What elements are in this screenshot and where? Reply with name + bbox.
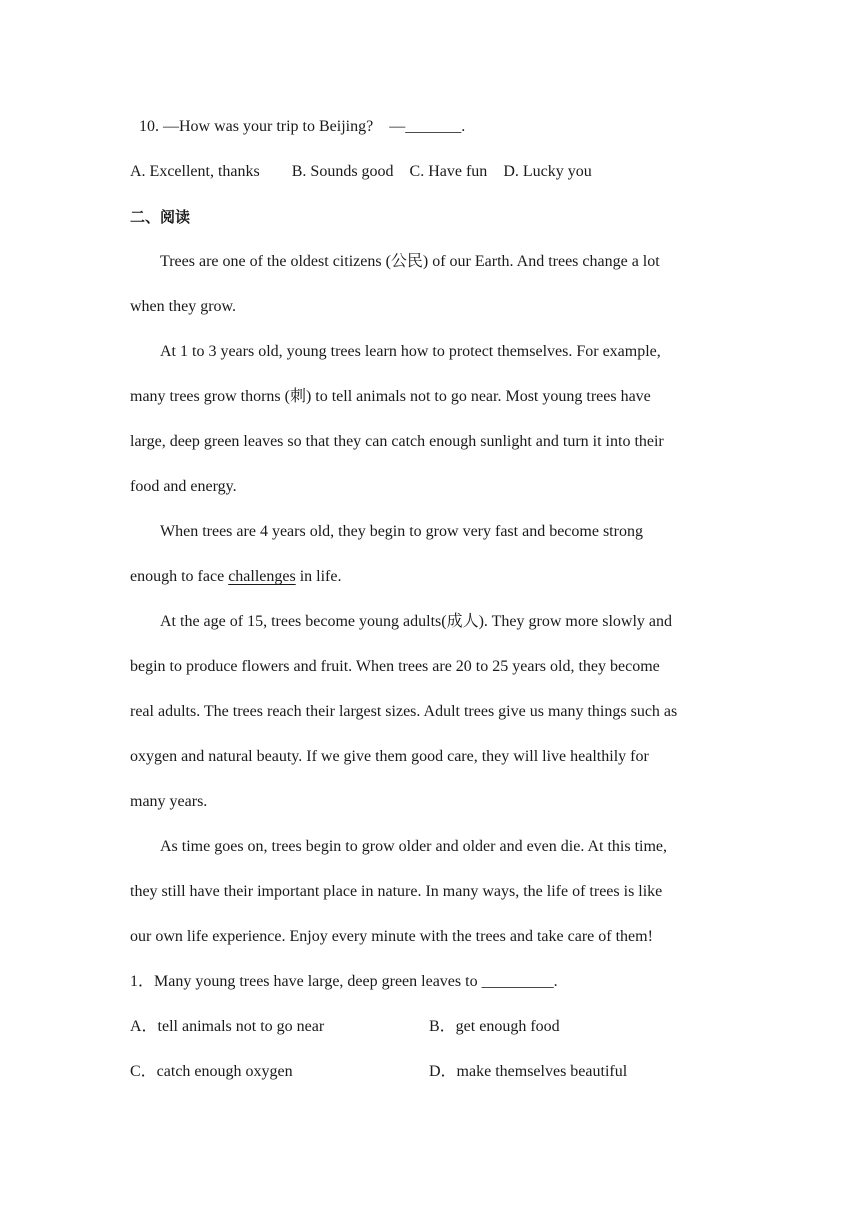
passage-line: they still have their important place in nature. In many ways, the life of trees is like <box>130 883 663 900</box>
passage-line: At 1 to 3 years old, young trees learn how to protect themselves. For example, <box>160 343 661 360</box>
section-title: 二、阅读 <box>130 208 191 226</box>
q10-option-c: C. Have fun <box>409 163 488 180</box>
passage-text: enough to face <box>130 568 229 585</box>
q10-option-a: A. Excellent, thanks <box>130 163 260 180</box>
passage-line: Trees are one of the oldest citizens (公民) of our Earth. And trees change a lot <box>160 253 660 270</box>
q1-option-c: C．catch enough oxygen <box>130 1063 293 1080</box>
underlined-word: challenges <box>228 568 296 585</box>
question-10-options <box>130 162 592 182</box>
q1-option-d: D．make themselves beautiful <box>429 1063 628 1080</box>
question-10-stem: 10. —How was your trip to Beijing? —_______. <box>139 118 466 135</box>
passage-line: many years. <box>130 793 208 810</box>
q10-option-d: D. Lucky you <box>503 163 592 180</box>
passage-line: At the age of 15, trees become young adults(成人). They grow more slowly and <box>160 613 673 630</box>
passage-line: many trees grow thorns (刺) to tell animals not to go near. Most young trees have <box>130 388 651 405</box>
passage-line: When trees are 4 years old, they begin to grow very fast and become strong <box>160 523 643 540</box>
passage-line: our own life experience. Enjoy every minute with the trees and take care of them! <box>130 928 653 945</box>
passage-line: real adults. The trees reach their largest sizes. Adult trees give us many things such as <box>130 703 678 720</box>
passage-line: As time goes on, trees begin to grow older and older and even die. At this time, <box>160 838 667 855</box>
passage-line <box>130 567 341 587</box>
q1-option-a: A．tell animals not to go near <box>130 1018 325 1035</box>
q1-option-b: B．get enough food <box>429 1018 560 1035</box>
passage-line: oxygen and natural beauty. If we give them good care, they will live healthily for <box>130 748 649 765</box>
passage-line: begin to produce flowers and fruit. When trees are 20 to 25 years old, they become <box>130 658 660 675</box>
question-1-stem: 1．Many young trees have large, deep green leaves to _________. <box>130 973 558 990</box>
passage-text: in life. <box>295 568 342 585</box>
passage-line: large, deep green leaves so that they can catch enough sunlight and turn it into their <box>130 433 664 450</box>
passage-line: food and energy. <box>130 478 237 495</box>
passage-line: when they grow. <box>130 298 237 315</box>
q10-option-b: B. Sounds good <box>291 163 394 180</box>
